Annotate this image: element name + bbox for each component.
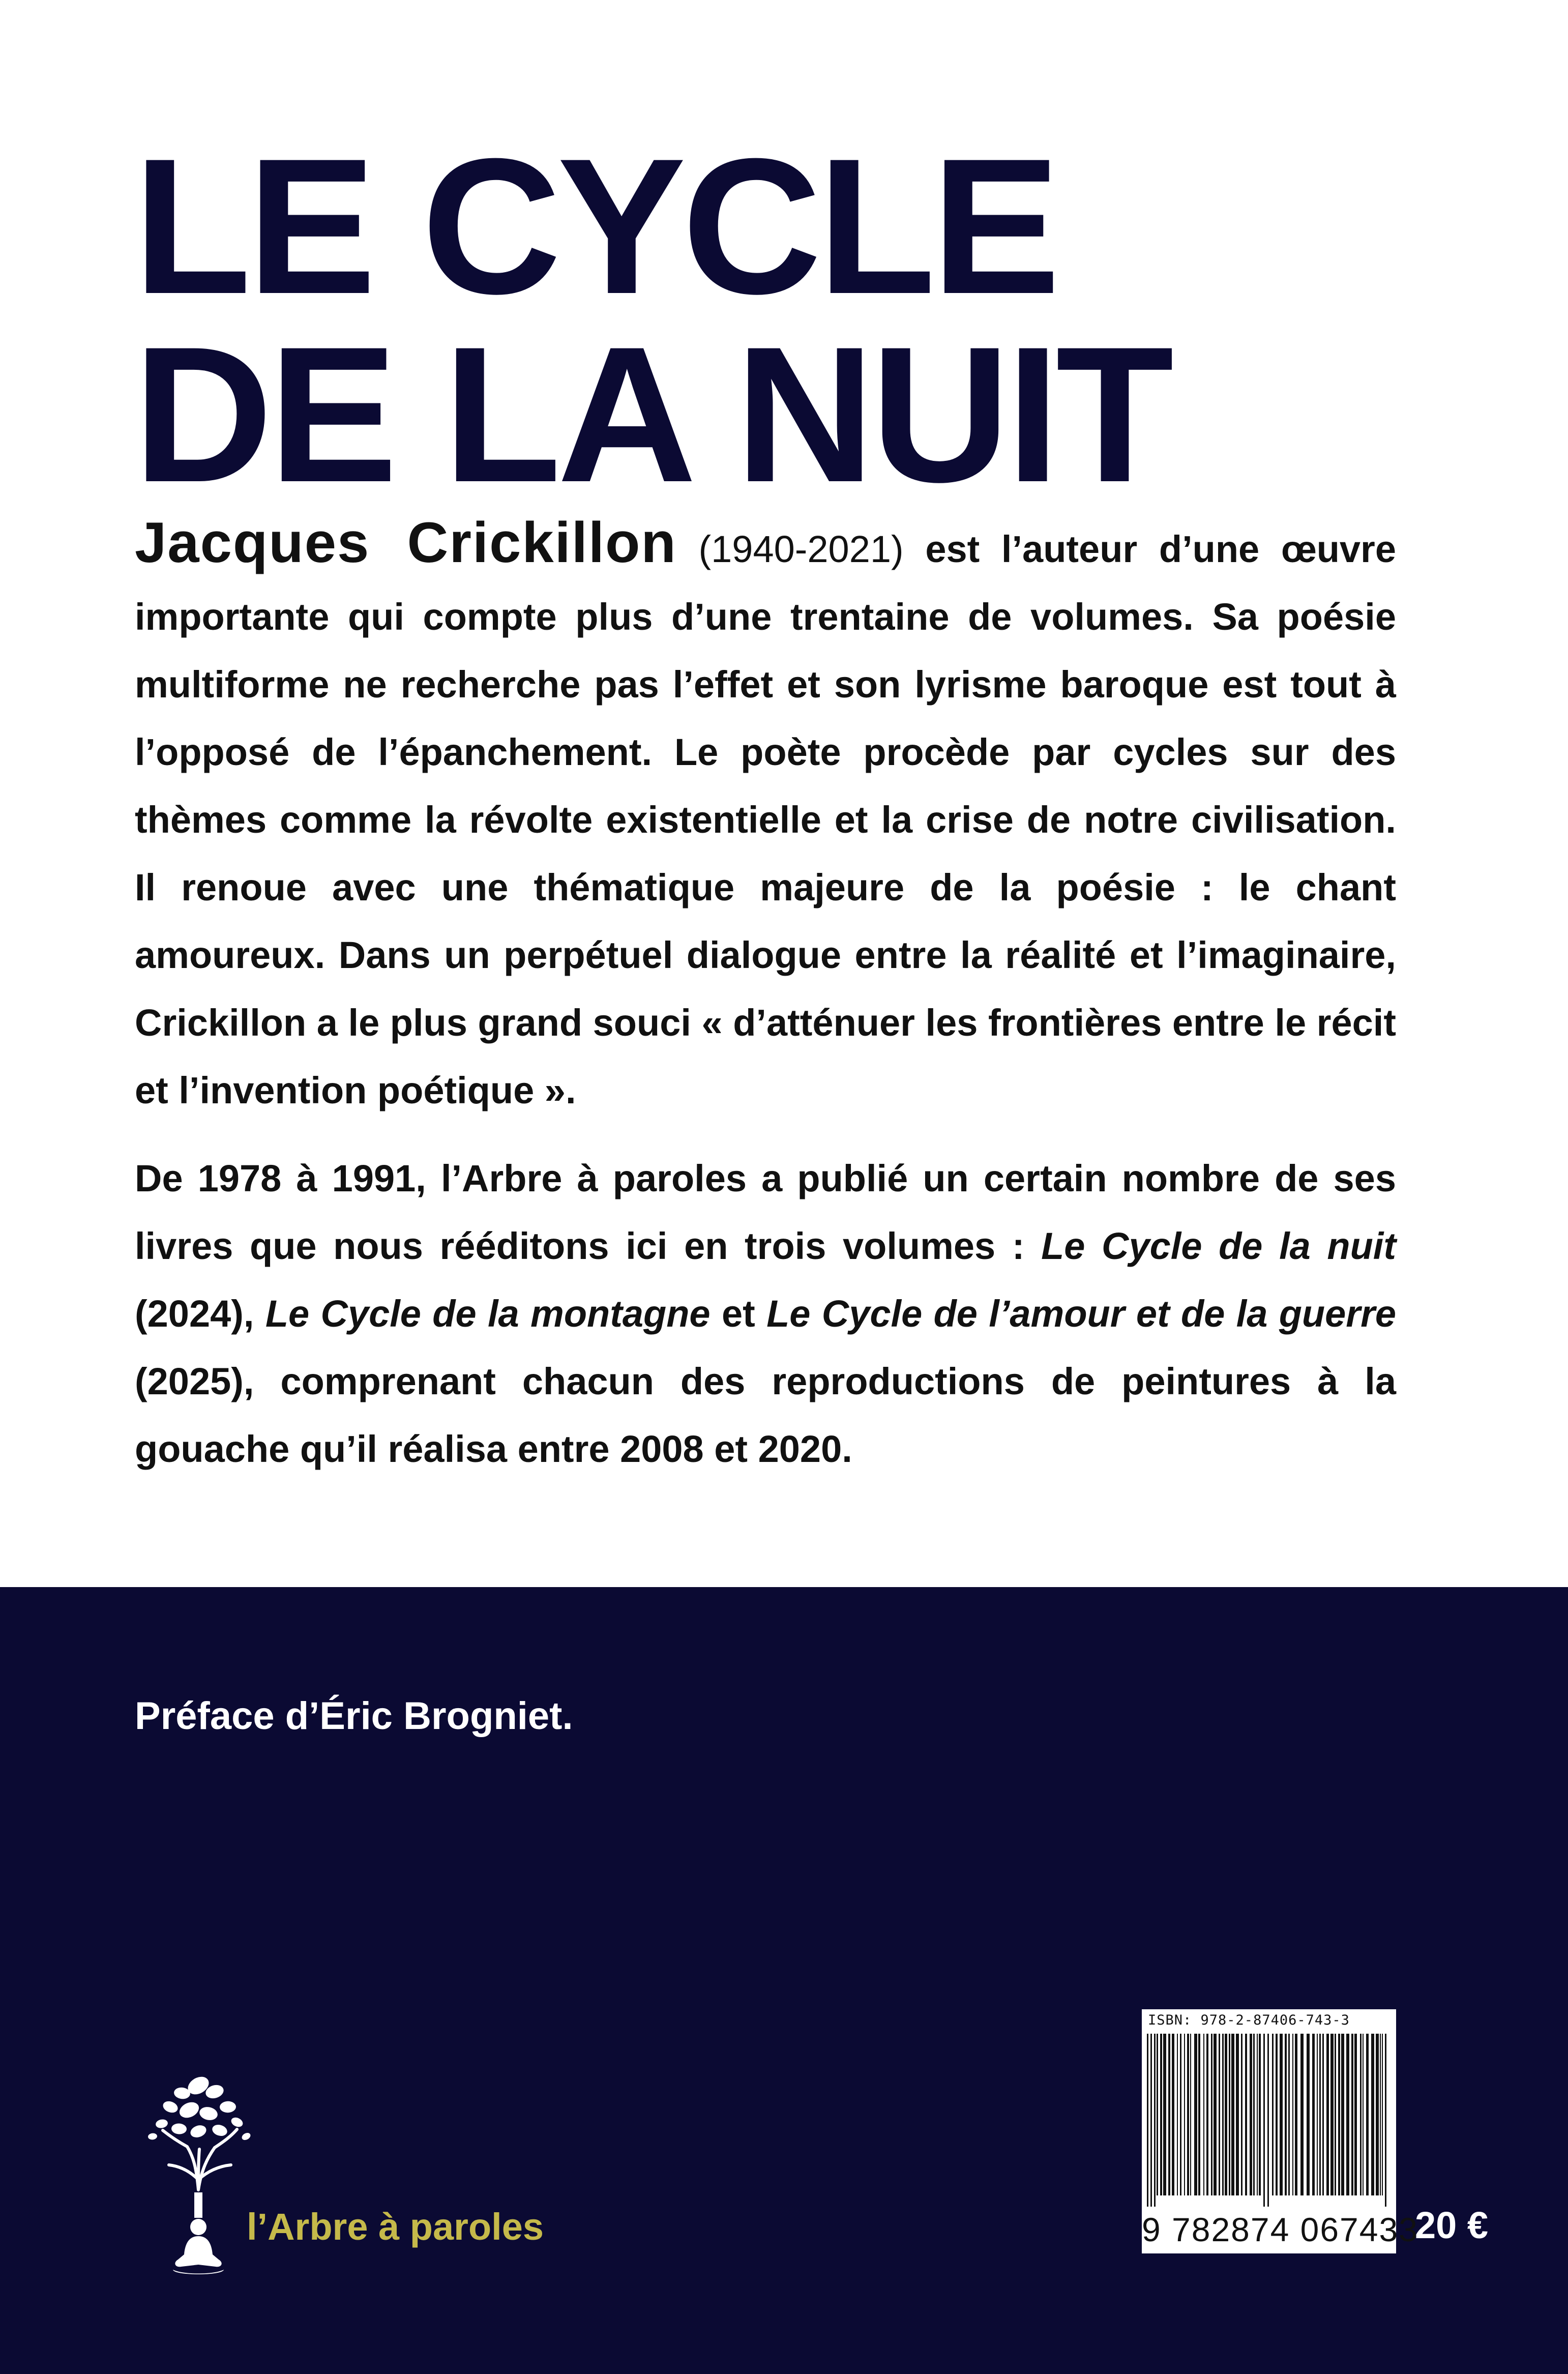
barcode-bar bbox=[1172, 2034, 1174, 2195]
barcode-bar bbox=[1335, 2034, 1336, 2195]
logo-word-blob bbox=[155, 2118, 169, 2129]
barcode-bar bbox=[1285, 2034, 1287, 2195]
barcode-box bbox=[1142, 2009, 1418, 2253]
barcode-bar bbox=[1319, 2034, 1321, 2195]
logo-word-blob bbox=[189, 2123, 208, 2139]
barcode-bar bbox=[1157, 2034, 1158, 2195]
logo-word-blob bbox=[177, 2099, 201, 2121]
barcode-bar bbox=[1380, 2034, 1381, 2195]
barcode-bar bbox=[1300, 2034, 1304, 2195]
barcode-bar bbox=[1214, 2034, 1217, 2195]
book-title-night: Le Cycle de la nuit bbox=[1041, 1225, 1396, 1267]
barcode-bar bbox=[1222, 2034, 1224, 2195]
editions-intro: De 1978 à 1991, l’Arbre à paroles a publié un certain nombre de ses livres que nous rééditons ici en trois volumes : bbox=[135, 1157, 1396, 1267]
barcode-bar bbox=[1267, 2034, 1269, 2207]
barcode-bar bbox=[1338, 2034, 1340, 2195]
barcode-bar bbox=[1180, 2034, 1181, 2195]
barcode-bar bbox=[1326, 2034, 1329, 2195]
logo-word-blob bbox=[147, 2133, 157, 2140]
barcode-bar bbox=[1366, 2034, 1369, 2195]
price: 20 € bbox=[1415, 2204, 1489, 2246]
barcode-bar bbox=[1203, 2034, 1204, 2195]
barcode-bar bbox=[1385, 2034, 1386, 2207]
isbn-label: ISBN: 978-2-87406-743-3 bbox=[1148, 2012, 1350, 2028]
barcode-bar bbox=[1346, 2034, 1349, 2195]
barcode-bar bbox=[1250, 2034, 1252, 2195]
logo-word-blob bbox=[220, 2101, 236, 2113]
barcode-bar bbox=[1263, 2034, 1265, 2207]
logo-word-blob bbox=[230, 2116, 245, 2129]
barcode-bar bbox=[1360, 2034, 1362, 2195]
barcode-bar bbox=[1317, 2034, 1318, 2195]
bio-paragraph bbox=[135, 509, 1396, 1124]
book-title-mountain: Le Cycle de la montagne bbox=[265, 1293, 711, 1335]
barcode-bar bbox=[1163, 2034, 1166, 2195]
barcode-bar bbox=[1376, 2034, 1379, 2195]
barcode-bar bbox=[1312, 2034, 1315, 2195]
author-name: Jacques Crickillon bbox=[135, 511, 677, 574]
back-cover-text bbox=[135, 509, 1396, 1483]
barcode-bar bbox=[1272, 2034, 1274, 2195]
barcode-bar bbox=[1288, 2034, 1290, 2195]
barcode-bar bbox=[1307, 2034, 1310, 2195]
publisher-name: l’Arbre à paroles bbox=[247, 2206, 544, 2248]
barcode-bar bbox=[1322, 2034, 1324, 2195]
barcode-bar bbox=[1229, 2034, 1230, 2195]
barcode-bar bbox=[1253, 2034, 1255, 2195]
book-title-love-war: Le Cycle de l’amour et de la guerre bbox=[766, 1293, 1397, 1335]
barcode-bar bbox=[1154, 2034, 1156, 2207]
barcode-bar bbox=[1371, 2034, 1374, 2195]
logo-word-blob bbox=[161, 2099, 180, 2115]
barcode-bar bbox=[1206, 2034, 1208, 2195]
editions-year-2024: (2024), bbox=[135, 1293, 254, 1335]
barcode-bar bbox=[1295, 2034, 1297, 2195]
barcode-bar bbox=[1160, 2034, 1162, 2195]
barcode-bar bbox=[1147, 2034, 1148, 2207]
title-line-2: DE LA NUIT bbox=[133, 306, 1170, 522]
logo-word-blob bbox=[171, 2123, 187, 2135]
barcode-bar bbox=[1330, 2034, 1334, 2195]
preface-credit: Préface d’Éric Brogniet. bbox=[135, 1694, 573, 1738]
logo-word-blob bbox=[198, 2105, 219, 2122]
editions-outro: (2025), comprenant chacun des reproductions de peintures à la gouache qu’il réalisa entre 2008 et 2020. bbox=[135, 1360, 1396, 1470]
barcode-bar bbox=[1341, 2034, 1344, 2195]
barcode-bar bbox=[1225, 2034, 1227, 2195]
barcode-bar bbox=[1231, 2034, 1234, 2195]
barcode-bar bbox=[1363, 2034, 1364, 2195]
title-line-1: LE CYCLE bbox=[133, 118, 1057, 334]
barcode-bar bbox=[1292, 2034, 1293, 2195]
barcode-bar bbox=[1236, 2034, 1239, 2195]
editions-paragraph bbox=[135, 1145, 1396, 1483]
barcode-bar bbox=[1241, 2034, 1242, 2195]
bio-text: est l’auteur d’une œuvre importante qui compte plus d’une trentaine de volumes. Sa poésie multiforme ne recherche pas l’effet et son lyrisme baroque est tout à l’opposé de l’épanchement. Le poète procède par cycles sur des thèmes comme la révolte existentielle et la crise de notre civilisation. Il renoue avec une thématique majeure de la poésie : le chant amoureux. Dans un perpétuel dialogue entre la réalité et l’imaginaire, Crickillon a le plus grand souci « d’atténuer les frontières entre le récit et l’invention poétique ». bbox=[135, 528, 1396, 1111]
barcode-bar bbox=[1211, 2034, 1212, 2195]
ean-digits: 9 782874 067433 bbox=[1142, 2211, 1418, 2248]
barcode-bar bbox=[1382, 2034, 1383, 2195]
barcode-bar bbox=[1198, 2034, 1200, 2195]
barcode-bar bbox=[1190, 2034, 1191, 2195]
barcode-bar bbox=[1177, 2034, 1178, 2195]
barcode-bar bbox=[1184, 2034, 1185, 2195]
barcode-bar bbox=[1150, 2034, 1152, 2207]
barcode-bar bbox=[1187, 2034, 1189, 2195]
logo-word-blob bbox=[211, 2123, 229, 2138]
barcode-bar bbox=[1257, 2034, 1258, 2195]
barcode-bar bbox=[1259, 2034, 1261, 2195]
barcode-bar bbox=[1194, 2034, 1197, 2195]
barcode-bar bbox=[1276, 2034, 1278, 2195]
ean13-barcode bbox=[1147, 2034, 1391, 2207]
barcode-bar bbox=[1351, 2034, 1353, 2195]
author-dates: (1940-2021) bbox=[698, 528, 904, 570]
barcode-bar bbox=[1219, 2034, 1220, 2195]
logo-word-blob bbox=[241, 2131, 252, 2142]
barcode-bar bbox=[1280, 2034, 1283, 2195]
barcode-bar bbox=[1354, 2034, 1357, 2195]
barcode-bar bbox=[1168, 2034, 1170, 2195]
barcode-bar bbox=[1245, 2034, 1247, 2195]
editions-connector: et bbox=[721, 1293, 755, 1335]
